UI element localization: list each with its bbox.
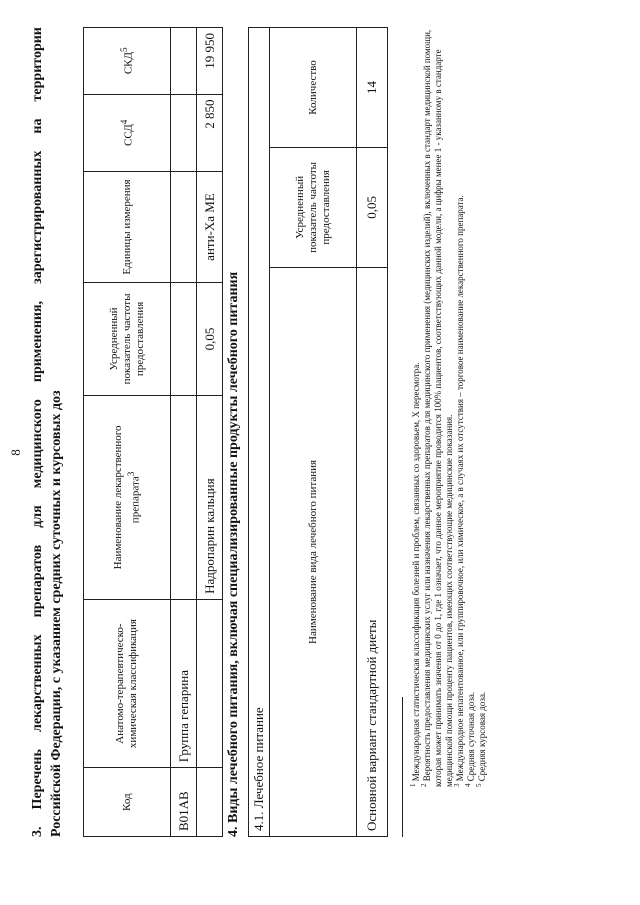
title-word: на <box>30 118 45 134</box>
footnote-1: $^1$ Международная статистическая классификация болезней и проблем, связанных со здоровьем, X пересмотра. <box>409 362 421 787</box>
cell-atc: Группа гепарина <box>171 599 197 767</box>
cell-quantity: 14 <box>357 28 388 148</box>
cell-frequency: 0,05 <box>357 147 388 267</box>
table-header-row <box>84 28 171 837</box>
cell-drug: Надропарин кальция <box>197 395 223 599</box>
header-frequency: Усредненный показатель частоты предоставления <box>270 147 357 267</box>
table-row <box>357 28 388 837</box>
page-number: 8 <box>8 449 23 456</box>
table-row <box>197 28 223 837</box>
footnote-5: $^5$ Средняя курсовая доза. <box>475 691 487 787</box>
header-code: Код <box>84 768 171 837</box>
header-quantity: Количество <box>270 28 357 148</box>
cell-ssd: 2 850 <box>197 94 223 172</box>
footnote-4: $^4$ Средняя суточная доза. <box>464 691 476 787</box>
footnote-divider <box>402 697 403 837</box>
cell-diet-name: Основной вариант стандартной диеты <box>357 267 388 836</box>
title-word: зарегистрированных <box>30 150 45 284</box>
header-drug: Наименование лекарственного препарата$^3$ <box>84 395 171 599</box>
section4-title: 4. Виды лечебного питания, включая специализированные продукты лечебного питания <box>226 271 241 837</box>
title-word: территории <box>30 27 45 102</box>
footnote-3: $^3$ Международное непатентованное, или группировочное, или химическое, а в случаях их отсутствия – торговое наименование лекарственного препарата. <box>453 195 465 787</box>
subsection-row <box>249 28 270 837</box>
nutrition-table <box>248 27 388 837</box>
title-word: Перечень <box>30 749 45 810</box>
table-row <box>171 28 197 837</box>
subsection-title: 4.1. Лечебное питание <box>249 28 270 837</box>
header-ssd: ССД$^4$ <box>84 94 171 172</box>
section3-title-line1 <box>28 27 47 837</box>
title-word: препаратов <box>30 544 45 618</box>
title-word: лекарственных <box>30 634 45 733</box>
table-header-row <box>270 28 357 837</box>
title-word: для <box>30 505 45 528</box>
header-atc: Анатомо-терапевтическо-химическая классификация <box>84 599 171 767</box>
header-units: Единицы измерения <box>84 172 171 283</box>
title-word: 3. <box>30 826 45 837</box>
header-frequency: Усредненный показатель частоты предоставления <box>84 282 171 395</box>
header-name: Наименование вида лечебного питания <box>270 267 357 836</box>
cell-code: B01AB <box>171 768 197 837</box>
cell-skd: 19 950 <box>197 28 223 95</box>
footnote-2: $^2$ Вероятность предоставления медицинских услуг или назначения лекарственных препаратов для медицинского применения (медицинских изделий), включенных в стандарт медицинской помощи, которая может принимать значения от 0 до 1, где 1 означает, что данное мероприятие проводится 100% пациентов, соответствующих данной модели, а цифры менее 1 - указанному в стандарте медицинской помощи проценту пациентов, имеющих соответствующие медицинские показания. <box>420 29 454 787</box>
section3-title-line2: Российской Федерации, с указанием средних суточных и курсовых доз <box>49 390 64 837</box>
header-skd: СКД$^5$ <box>84 28 171 95</box>
title-word: медицинского <box>30 399 45 489</box>
drugs-table <box>83 27 223 837</box>
cell-units: анти-Ха МЕ <box>197 172 223 283</box>
title-word: применения, <box>30 300 45 383</box>
cell-frequency: 0,05 <box>197 282 223 395</box>
